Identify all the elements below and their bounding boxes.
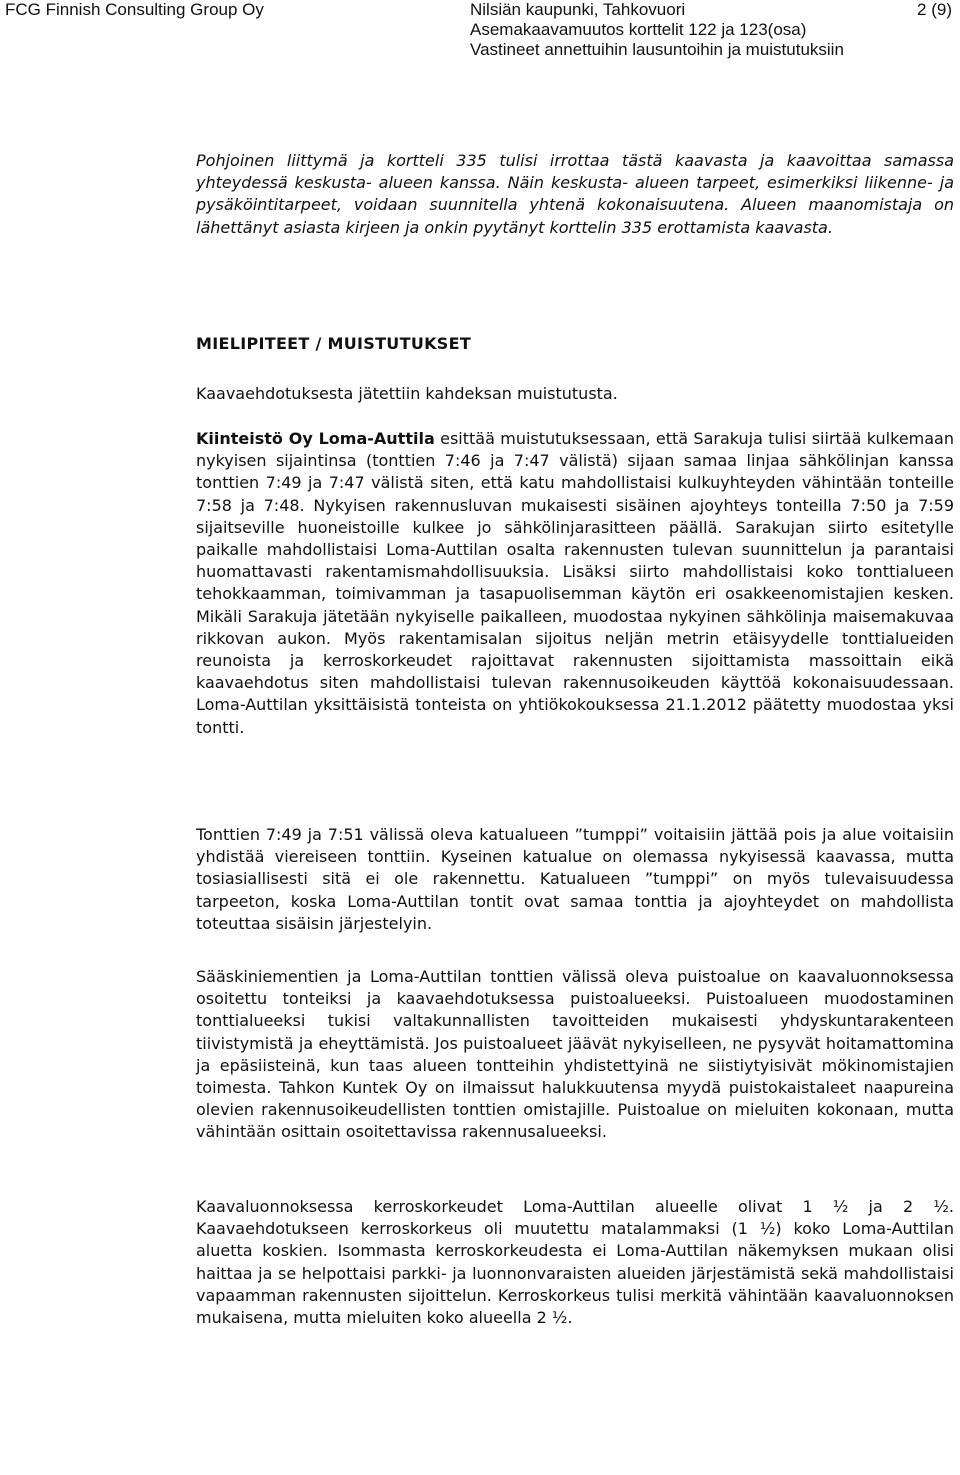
document-title-line-3: Vastineet annettuihin lausuntoihin ja muistutuksiin [470, 40, 844, 59]
section-heading: MIELIPITEET / MUISTUTUKSET [196, 334, 472, 353]
company-name: FCG Finnish Consulting Group Oy [5, 0, 264, 19]
paragraph-1-text: esittää muistutuksessaan, että Sarakuja tulisi siirtää kulkemaan nykyisen sijaintinsa (tonttien 7:46 ja 7:47 välistä) sijaan samaa linjaa sähkölinjan kanssa tonttien 7:49 ja 7:47 välistä siten, että katu mahdollistaisi kulkuyhteyden vähintään tonteille 7:58 ja 7:48. Nykyisen rakennusluvan mukaisesti sisäinen ajoyhteys tonteilla 7:50 ja 7:59 sijaitseville huoneistoille kulkee jo sähkölinjarasitteen päällä. Sarakujan siirto esitetylle paikalle mahdollistaisi Loma-Auttilan osalta rakennusten tulevan suunnittelun ja parantaisi huomattavasti rakentamismahdollisuuksia. Lisäksi siirto mahdollistaisi koko tonttialueen tehokkaamman, toimivamman ja tasapuolisemman käytön eri osakkeenomistajien kesken. Mikäli Sarakuja jätetään nykyiselle paikalleen, muodostaa nykyinen sähkölinja maisemakuvaa rikkovan aukon. Myös rakentamisalan sijoitus neljän metrin etäisyydelle tonttialueiden reunoista ja kerroskorkeudet rajoittavat rakennusten sijoittamista massoittain eikä kaavaehdotus siten mahdollistaisi tulevan rakennusoikeuden käyttöä kokonaisuudessaan. Loma-Auttilan yksittäisistä tonteista on yhtiökokouksessa 21.1.2012 päätetty muodostaa yksi tontti. [196, 429, 954, 737]
page-number: 2 (9) [917, 0, 952, 19]
paragraph-4 [196, 1196, 954, 1329]
paragraph-2 [196, 824, 954, 935]
page-header [0, 0, 960, 60]
document-title-line-1: Nilsiän kaupunki, Tahkovuori [470, 0, 686, 19]
paragraph-3-text: Sääskiniementien ja Loma-Auttilan tonttien välissä oleva puistoalue on kaavaluonnoksessa osoitettu tonteiksi ja kaavaehdotuksessa puistoalueeksi. Puistoalueen muodostaminen tonttialueeksi tukisi valtakunnallisten tavoitteiden mukaisesti yhdyskuntarakenteen tiivistymistä ja eheyttämistä. Jos puistoalueet jäävät nykyiselleen, ne pysyvät hoitamattomina ja epäsiisteinä, kun taas alueen tontteihin yhdistettyinä ne siistiytyisivät mökinomistajien toimesta. Tahkon Kuntek Oy on ilmaissut halukkuutensa myydä puistokaistaleet naapureina olevien rakennusoikeudellisten tonttien omistajille. Puistoalue on mieluiten kokonaan, mutta vähintään osittain osoitettavissa rakennusalueeksi. [196, 967, 954, 1142]
paragraph-1 [196, 428, 954, 739]
paragraph-1-lead: Kiinteistö Oy Loma-Auttila [196, 429, 435, 448]
paragraph-3 [196, 966, 954, 1144]
paragraph-4-text: Kaavaluonnoksessa kerroskorkeudet Loma-Auttilan alueelle olivat 1 ½ ja 2 ½. Kaavaehdotukseen kerroskorkeus oli muutettu matalammaksi (1 ½) koko Loma-Auttilan aluetta koskien. Isommasta kerroskorkeudesta ei Loma-Auttilan näkemyksen mukaan olisi haittaa ja se helpottaisi parkki- ja luonnonvaraisten alueiden järjestämistä sekä mahdollistaisi vapaamman rakennusten sijoittelun. Kerroskorkeus tulisi merkitä vähintään kaavaluonnoksen mukaisena, mutta mieluiten koko alueella 2 ½. [196, 1197, 954, 1328]
intro-paragraph [196, 150, 954, 239]
document-title-block [470, 0, 844, 60]
document-title-line-2: Asemakaavamuutos korttelit 122 ja 123(osa) [470, 20, 807, 39]
section-subtitle: Kaavaehdotuksesta jätettiin kahdeksan muistutusta. [196, 384, 618, 403]
intro-text: Pohjoinen liittymä ja kortteli 335 tulisi irrottaa tästä kaavasta ja kaavoittaa samassa yhteydessä keskusta- alueen kanssa. Näin keskusta- alueen tarpeet, esimerkiksi liikenne- ja pysäköintitarpeet, voidaan suunnitella yhtenä kokonaisuutena. Alueen maanomistaja on lähettänyt asiasta kirjeen ja onkin pyytänyt korttelin 335 erottamista kaavasta. [196, 151, 954, 237]
paragraph-2-text: Tonttien 7:49 ja 7:51 välissä oleva katualueen ”tumppi” voitaisiin jättää pois ja alue voitaisiin yhdistää viereiseen tonttiin. Kyseinen katualue on olemassa nykyisessä kaavassa, mutta tosiasiallisesti sitä ei ole rakennettu. Katualueen ”tumppi” on myös tulevaisuudessa tarpeeton, koska Loma-Auttilan tontit ovat samaa tonttia ja ajoyhteydet on mahdollista toteuttaa sisäisin järjestelyin. [196, 825, 954, 933]
